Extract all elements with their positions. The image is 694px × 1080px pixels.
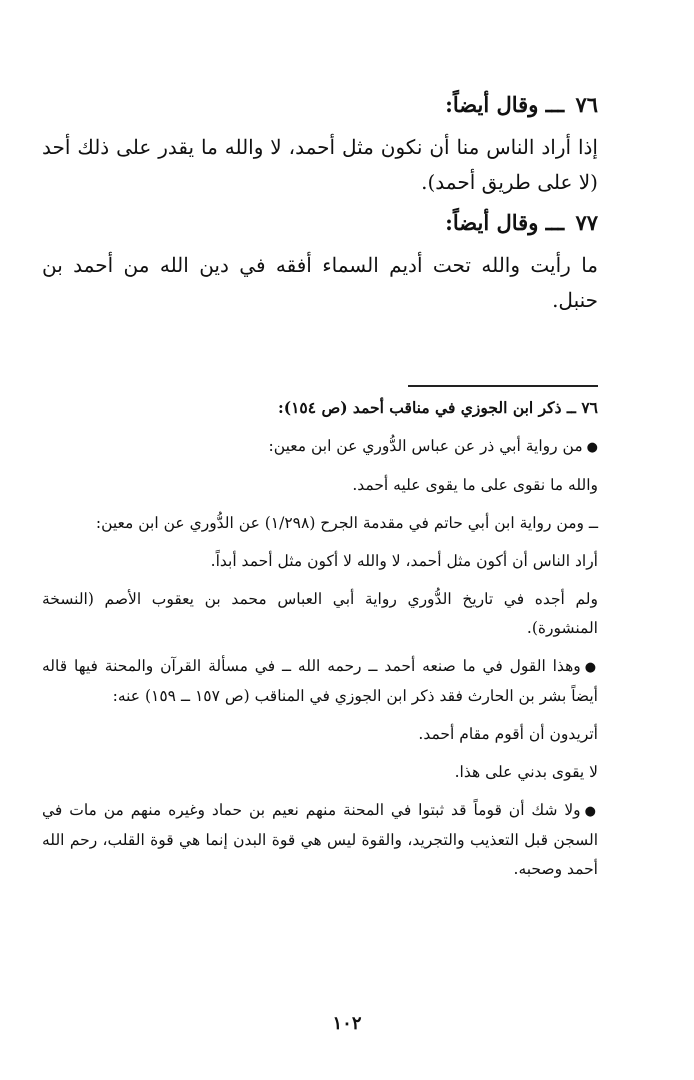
entry-76-text: إذا أراد الناس منا أن نكون مثل أحمد، لا والله ما يقدر على ذلك أحد (لا على طريق أحمد). bbox=[42, 135, 598, 194]
entry-76-heading-text: وقال أيضاً: bbox=[445, 92, 539, 117]
bullet-icon: ● bbox=[584, 660, 598, 675]
footnote-text: من رواية أبي ذر عن عباس الدُّوري عن ابن معين: bbox=[268, 437, 583, 455]
entry-77-text: ما رأيت والله تحت أديم السماء أفقه في دين الله من أحمد بن حنبل. bbox=[42, 253, 598, 312]
footnote-paragraph bbox=[42, 432, 598, 462]
entry-77-heading-text: وقال أيضاً: bbox=[445, 210, 539, 235]
bullet-icon: ● bbox=[586, 440, 598, 455]
footnote-paragraph: ولم أجده في تاريخ الدُّوري رواية أبي العباس محمد بن يعقوب الأصم (النسخة المنشورة). bbox=[42, 590, 598, 637]
footnote-divider bbox=[408, 385, 598, 387]
page-number: ١٠٢ bbox=[332, 1013, 362, 1034]
footnotes bbox=[42, 393, 598, 893]
footnote-paragraph bbox=[42, 796, 598, 884]
footnote-quote: أراد الناس أن أكون مثل أحمد، لا والله لا أكون مثل أحمد أبداً. bbox=[210, 552, 598, 570]
entry-76-number: ٧٦ bbox=[575, 92, 598, 117]
entry-77-dash: ـــ bbox=[545, 210, 565, 235]
footnote-paragraph: ــ ومن رواية ابن أبي حاتم في مقدمة الجرح (١/٢٩٨) عن الدُّوري عن ابن معين: bbox=[95, 514, 598, 532]
footnote-quote: لا يقوى بدني على هذا. bbox=[454, 763, 598, 781]
entry-77-heading bbox=[42, 206, 598, 240]
main-text bbox=[42, 88, 598, 324]
footnote-paragraph bbox=[42, 652, 598, 711]
footnote-text: ولا شك أن قوماً قد ثبتوا في المحنة منهم نعيم بن حماد وغيره منهم من مات في السجن قبل التعذيب والتجريد، والقوة ليس هي قوة البدن إنما هي قوة القلب، رحم الله أحمد وصحبه. bbox=[42, 801, 598, 878]
footnote-text: وهذا القول في ما صنعه أحمد ــ رحمه الله ــ في مسألة القرآن والمحنة فيها قاله أيضاً بشر بن الحارث فقد ذكر ابن الجوزي في المناقب (ص ١٥٧ ــ ١٥٩) عنه: bbox=[42, 657, 598, 705]
footnote-76-heading: ٧٦ ــ ذكر ابن الجوزي في مناقب أحمد (ص ١٥٤): bbox=[278, 398, 598, 417]
footnote-quote: أتريدون أن أقوم مقام أحمد. bbox=[418, 725, 598, 743]
entry-76-dash: ـــ bbox=[545, 92, 565, 117]
footnote-quote: والله ما نقوى على ما يقوى عليه أحمد. bbox=[352, 476, 598, 494]
bullet-icon: ● bbox=[584, 804, 598, 819]
entry-77-number: ٧٧ bbox=[575, 210, 598, 235]
entry-76-heading bbox=[42, 88, 598, 122]
